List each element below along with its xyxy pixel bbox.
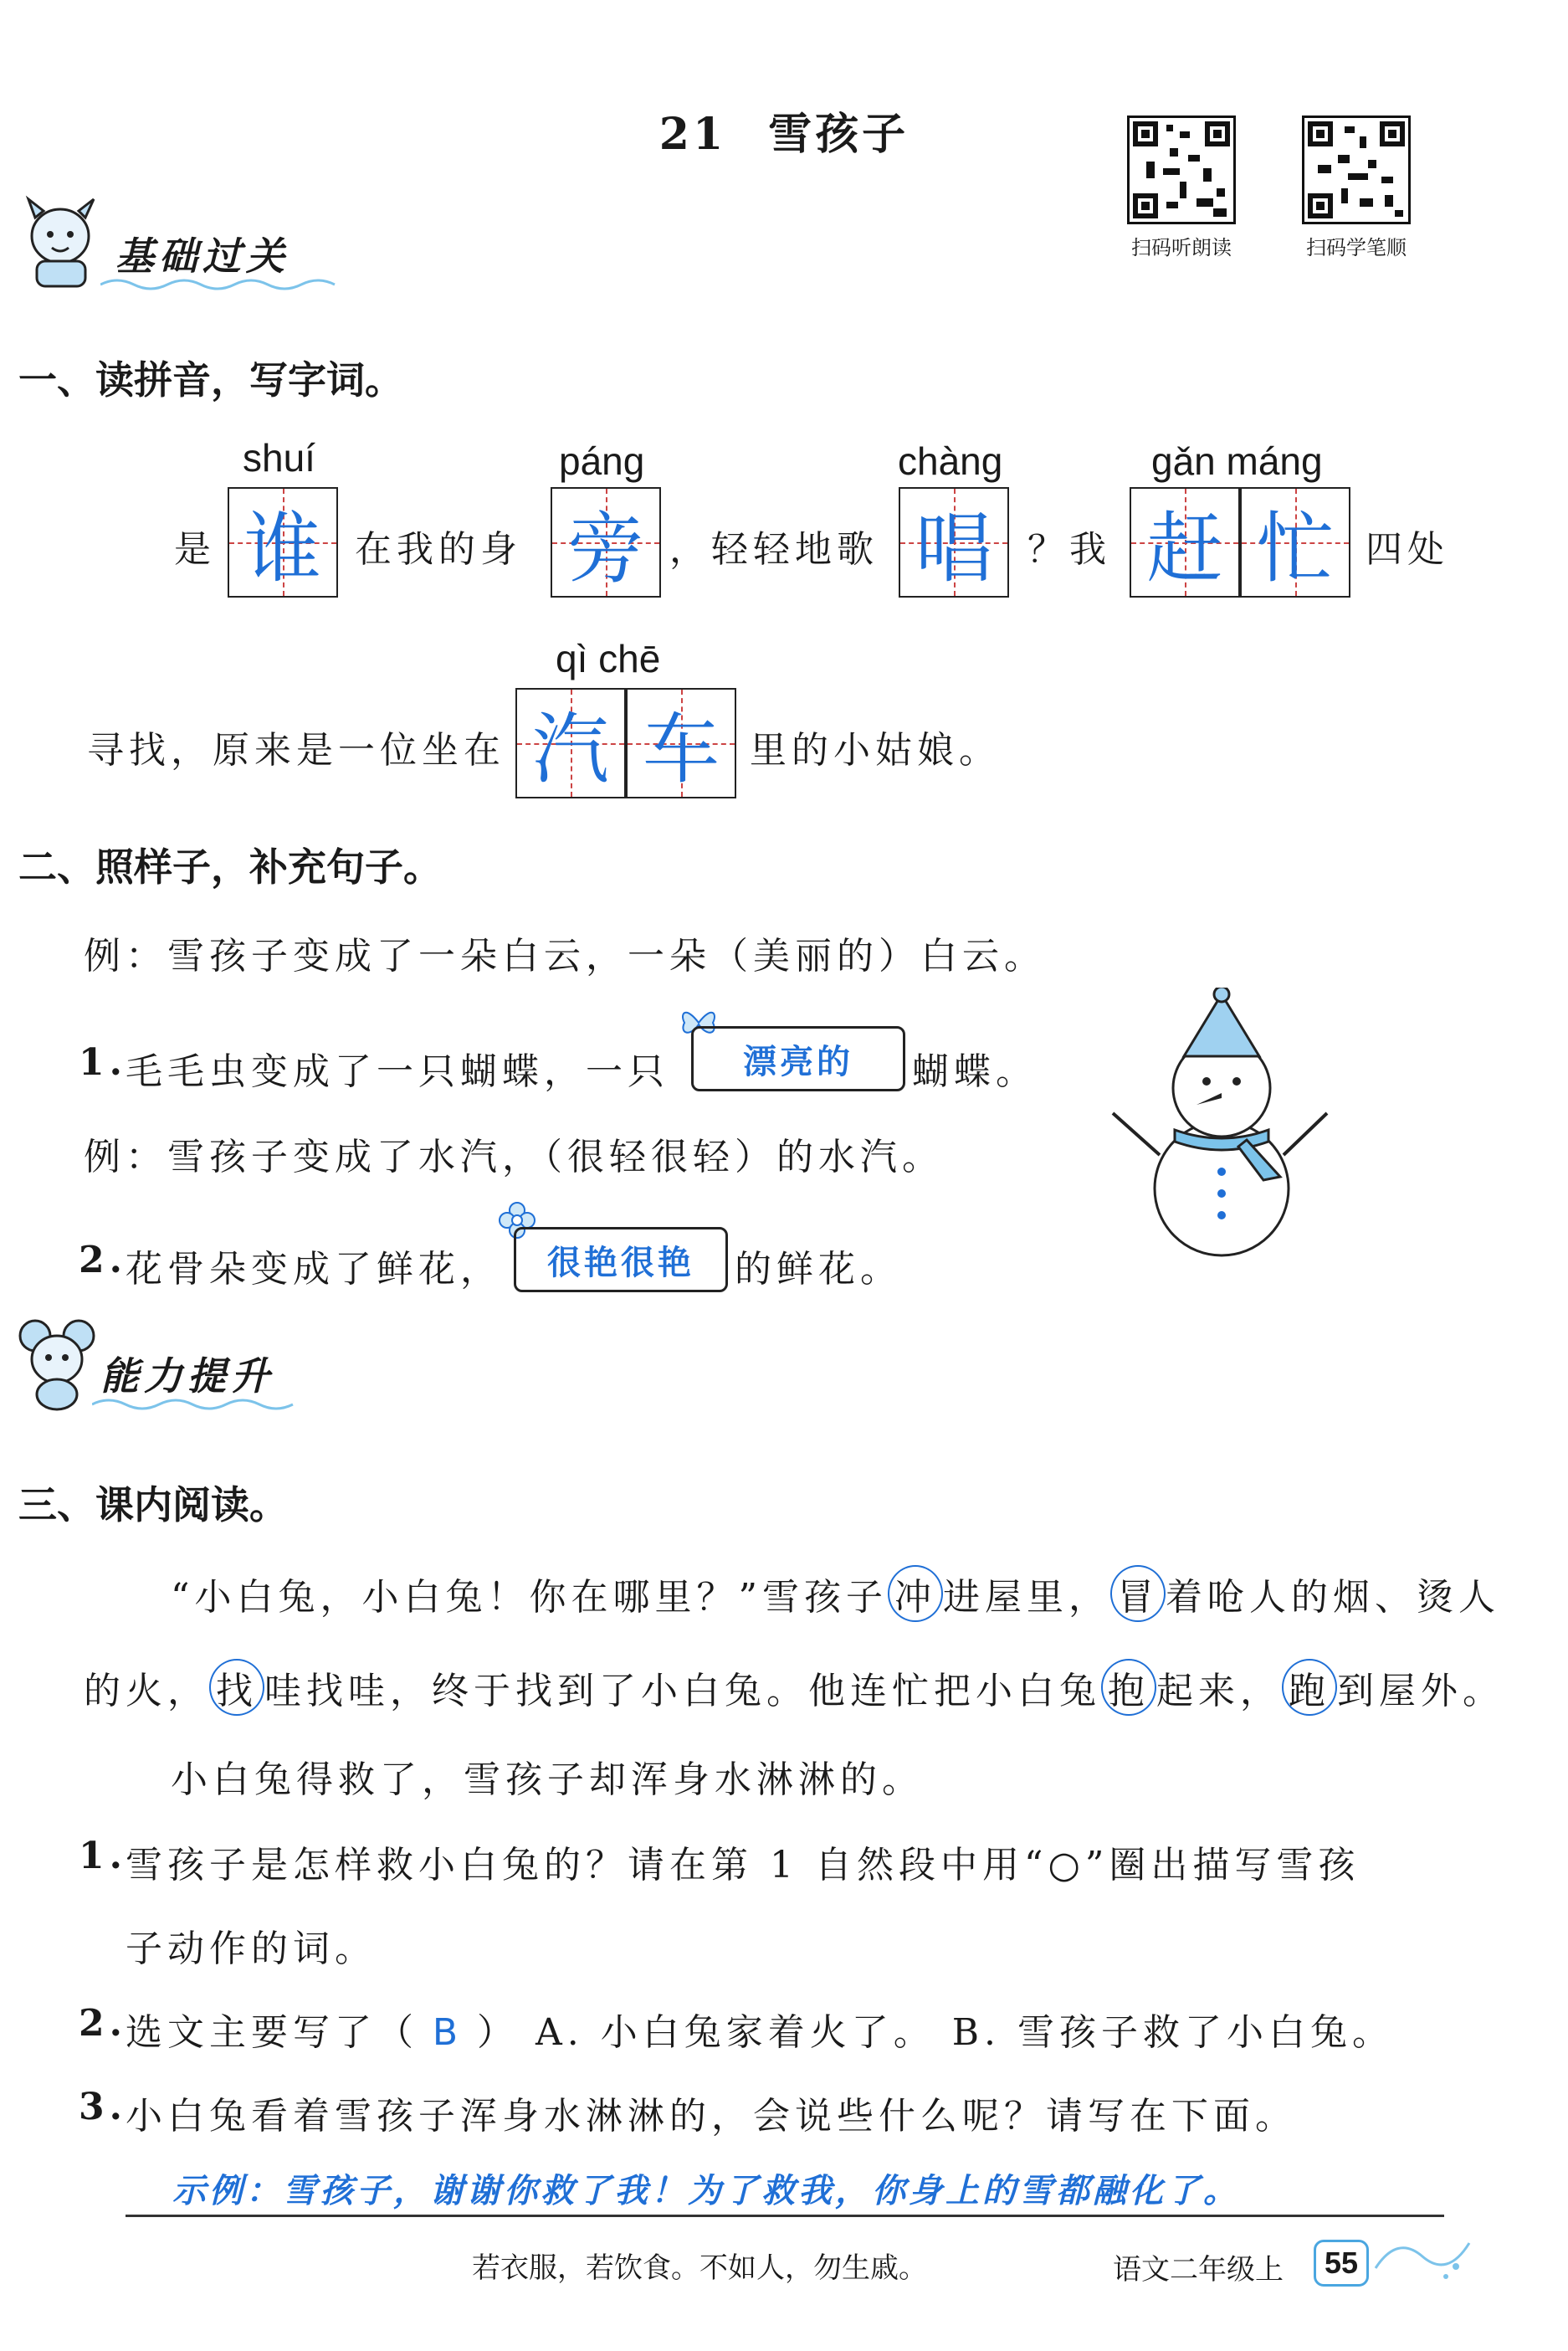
reading-paragraph-line xyxy=(84,1659,1504,1716)
writing-box[interactable] xyxy=(228,487,338,598)
q1-text: 在我的身 xyxy=(355,528,522,571)
q3-text: 子动作的词。 xyxy=(126,1928,377,1970)
q2-text: 毛毛虫变成了一只蝴蝶，一只 xyxy=(126,1050,669,1093)
written-answer[interactable]: 示例：雪孩子，谢谢你救了我！为了救我，你身上的雪都融化了。 xyxy=(172,2172,1240,2210)
circled-word[interactable]: 找 xyxy=(209,1659,264,1716)
q3-text xyxy=(126,2002,1394,2056)
item-number: 1. xyxy=(79,1835,127,1877)
wave-decoration-icon xyxy=(1372,2226,1473,2285)
q1-text: 四处 xyxy=(1366,528,1449,571)
pinyin-qiche: qì chē xyxy=(556,637,661,680)
answer-char: 车 xyxy=(642,705,720,794)
reading-text: “小白兔，小白兔！你在哪里？”雪孩子 xyxy=(171,1576,888,1619)
reading-text: 着呛人的烟、烫人 xyxy=(1166,1576,1500,1619)
circled-word[interactable]: 冲 xyxy=(888,1565,943,1622)
qr-code-icon[interactable] xyxy=(1127,115,1236,224)
circled-word[interactable]: 跑 xyxy=(1282,1659,1337,1716)
q1-text: ？我 xyxy=(1027,528,1111,571)
answer-line xyxy=(126,2215,1444,2217)
reading-paragraph-line xyxy=(171,1565,1500,1622)
lesson-title: 雪孩子 xyxy=(768,109,910,160)
qr-label: 扫码听朗读 xyxy=(1131,236,1232,259)
cartoon-goat-icon xyxy=(17,192,109,293)
section-banner-ability xyxy=(17,1314,318,1406)
q3-text: 选文主要写了（ xyxy=(126,2011,418,2054)
answer-box[interactable]: 很艳很艳 xyxy=(514,1227,728,1292)
pinyin-pang: páng xyxy=(559,439,645,483)
reading-text: 起来， xyxy=(1156,1670,1282,1712)
item-number: 2. xyxy=(79,2002,127,2045)
question-3-heading: 三、课内阅读。 xyxy=(18,1482,288,1527)
pinyin-ganmang: gǎn máng xyxy=(1151,439,1323,483)
item-number: 1. xyxy=(79,1041,127,1084)
answer-char: 旁 xyxy=(566,504,644,593)
answer-char: 忙 xyxy=(1256,504,1334,593)
item-number: 3. xyxy=(79,2086,127,2128)
answer-char: 唱 xyxy=(915,504,992,593)
answer-char: 赶 xyxy=(1145,504,1223,593)
reading-text: 哇找哇，终于找到了小白兔。他连忙把小白兔 xyxy=(264,1670,1101,1712)
banner-title: 基础过关 xyxy=(115,234,290,279)
item-number: 2. xyxy=(79,1239,127,1281)
q3-text: 雪孩子是怎样救小白兔的？请在第 1 自然段中用“○”圈出描写雪孩 xyxy=(126,1844,1360,1886)
question-1-heading: 一、读拼音，写字词。 xyxy=(18,357,403,403)
example-sentence: 例：雪孩子变成了一朵白云，一朵（美丽的）白云。 xyxy=(84,935,1046,978)
banner-title: 能力提升 xyxy=(100,1353,274,1399)
writing-box[interactable] xyxy=(551,487,661,598)
snowman-illustration-icon xyxy=(1104,988,1339,1264)
writing-box[interactable] xyxy=(626,688,736,798)
q1-text: 里的小姑娘。 xyxy=(750,729,1001,772)
writing-box[interactable] xyxy=(515,688,626,798)
footer-book: 语文二年级上 xyxy=(1113,2253,1284,2287)
pinyin-shui: shuí xyxy=(243,436,315,480)
reading-text: 到屋外。 xyxy=(1337,1670,1504,1712)
footer-motto: 若衣服，若饮食。不如人，勿生戚。 xyxy=(472,2251,927,2285)
q1-text: 寻找，原来是一位坐在 xyxy=(87,729,505,772)
q3-text: 小白兔看着雪孩子浑身水淋淋的，会说些什么呢？请写在下面。 xyxy=(126,2095,1297,2138)
qr-code-icon[interactable] xyxy=(1302,115,1411,224)
section-banner-basics xyxy=(17,192,335,285)
q2-text: 蝴蝶。 xyxy=(912,1050,1038,1093)
lesson-number: 21 xyxy=(658,109,727,160)
writing-box[interactable] xyxy=(1240,487,1350,598)
reading-paragraph-line: 小白兔得救了，雪孩子却浑身水淋淋的。 xyxy=(171,1758,924,1801)
q1-text: ，轻轻地歌 xyxy=(669,528,879,571)
reading-text: 的火， xyxy=(84,1670,209,1712)
q3-text: ） A. 小白兔家着火了。 B. 雪孩子救了小白兔。 xyxy=(477,2011,1395,2054)
page-number: 55 xyxy=(1314,2240,1369,2287)
wave-decoration-icon xyxy=(100,276,343,293)
answer-char: 谁 xyxy=(243,504,321,593)
writing-box[interactable] xyxy=(899,487,1009,598)
wave-decoration-icon xyxy=(92,1396,318,1413)
q2-text: 的鲜花。 xyxy=(735,1248,902,1291)
qr-label: 扫码学笔顺 xyxy=(1306,236,1407,259)
question-2-heading: 二、照样子，补充句子。 xyxy=(18,844,442,890)
writing-box[interactable] xyxy=(1130,487,1240,598)
reading-text: 进屋里， xyxy=(943,1576,1110,1619)
pinyin-chang: chàng xyxy=(898,439,1003,483)
answer-box[interactable]: 漂亮的 xyxy=(691,1026,905,1091)
circled-word[interactable]: 冒 xyxy=(1110,1565,1166,1622)
q2-text: 花骨朵变成了鲜花， xyxy=(126,1248,502,1291)
choice-answer[interactable]: B xyxy=(432,2011,464,2054)
q1-text: 是 xyxy=(174,528,216,571)
answer-char: 汽 xyxy=(531,705,609,794)
example-sentence: 例：雪孩子变成了水汽，（很轻很轻）的水汽。 xyxy=(84,1136,944,1178)
circled-word[interactable]: 抱 xyxy=(1101,1659,1156,1716)
cartoon-mouse-icon xyxy=(17,1314,100,1414)
